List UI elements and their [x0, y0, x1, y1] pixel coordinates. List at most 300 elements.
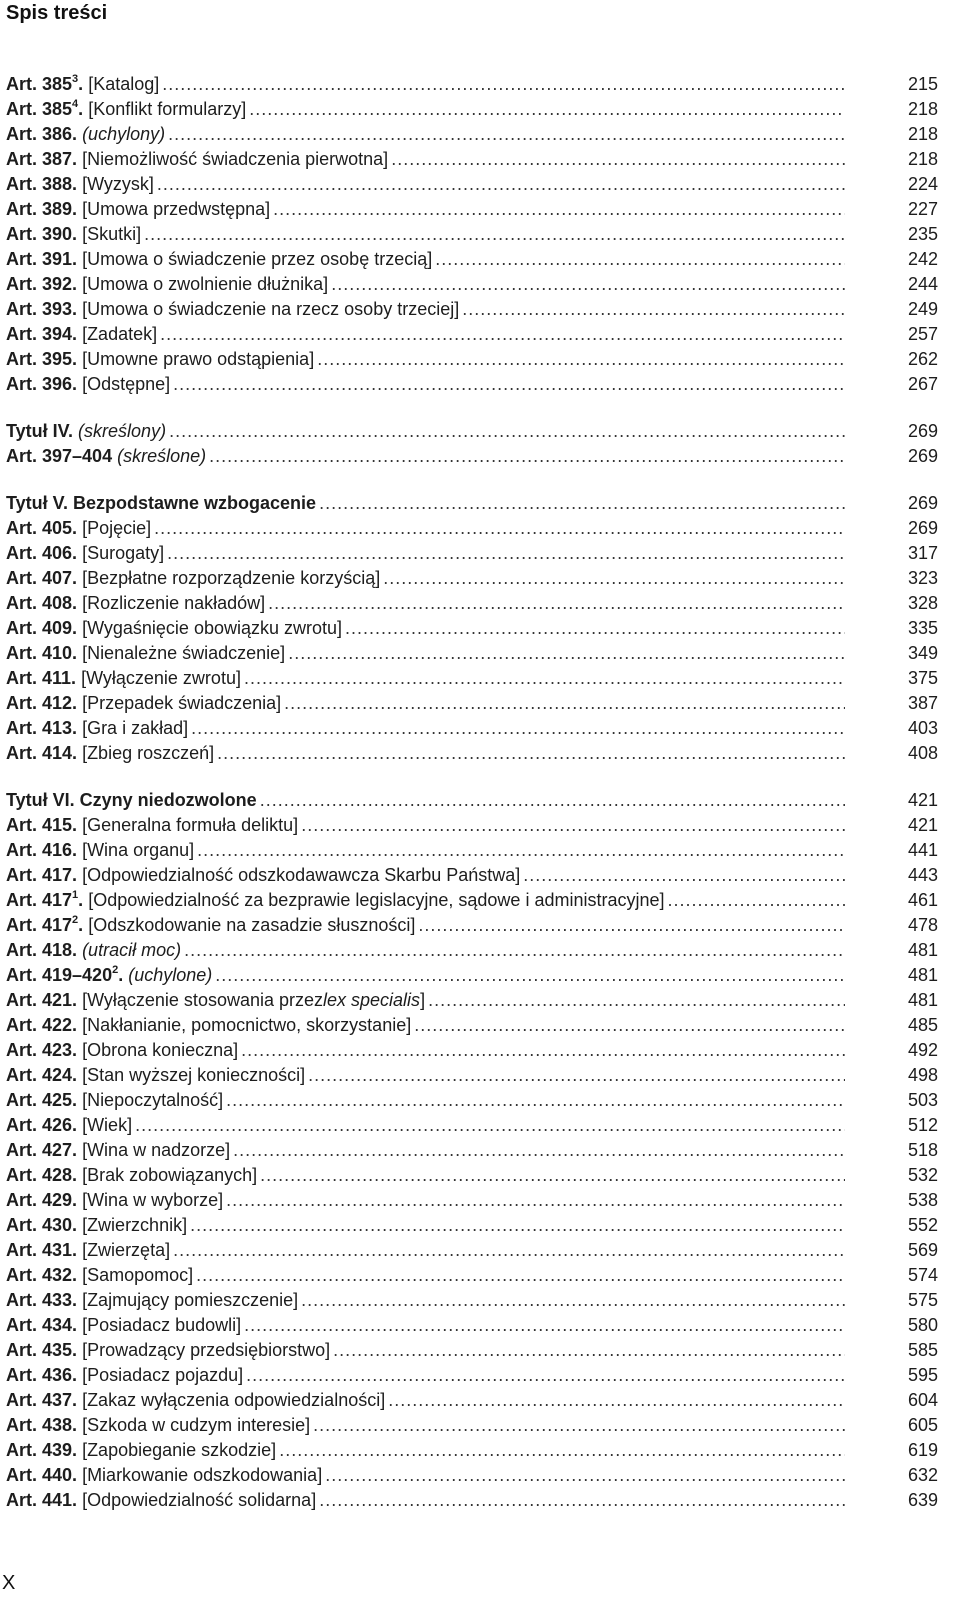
toc-entry[interactable] — [6, 741, 938, 766]
table-of-contents — [6, 72, 938, 1513]
page-number: 421 — [907, 790, 938, 810]
page-number: 267 — [907, 374, 938, 394]
dot-leader — [244, 1313, 845, 1338]
entry-name: [Pojęcie] — [82, 518, 152, 538]
article-label: Art. 417. — [6, 865, 78, 885]
toc-entry[interactable] — [6, 863, 938, 888]
page-number: 604 — [907, 1390, 938, 1410]
page-number: 461 — [907, 890, 938, 910]
article-number — [6, 1188, 77, 1213]
article-number — [6, 222, 77, 247]
article-label: Art. 409. — [6, 618, 78, 638]
page-number: 632 — [907, 1465, 938, 1485]
entry-name: [Umowa przedwstępna] — [82, 199, 271, 219]
article-label: Art. 386. — [6, 124, 78, 144]
toc-entry[interactable] — [6, 272, 938, 297]
article-superscript: 2 — [112, 964, 119, 976]
article-label: Art. 391. — [6, 249, 78, 269]
page-number: 262 — [907, 349, 938, 369]
article-number — [6, 247, 77, 272]
article-label: Art. 385 — [6, 99, 73, 119]
entry-name: [Odszkodowanie na zasadzie słuszności] — [88, 915, 416, 935]
entry-name: [Gra i zakład] — [82, 718, 189, 738]
entry-name: [Obrona konieczna] — [82, 1040, 239, 1060]
dot-leader — [319, 491, 845, 516]
dot-leader — [313, 1413, 845, 1438]
page-number: 218 — [907, 124, 938, 144]
entry-name: [Miarkowanie odszkodowania] — [82, 1465, 323, 1485]
page-number: 218 — [907, 149, 938, 169]
article-number — [6, 372, 77, 397]
article-label: Art. 390. — [6, 224, 78, 244]
page-title: Spis treści — [6, 2, 108, 24]
dot-leader — [168, 122, 845, 147]
toc-entry[interactable] — [6, 1288, 938, 1313]
toc-entry[interactable] — [6, 1063, 938, 1088]
article-label: Art. 417 — [6, 915, 73, 935]
entry-name: [Posiadacz budowli] — [82, 1315, 242, 1335]
article-number — [6, 1313, 77, 1338]
article-number — [6, 1438, 77, 1463]
dot-leader — [160, 322, 845, 347]
toc-entry[interactable] — [6, 1388, 938, 1413]
entry-name-part: ] — [420, 990, 426, 1010]
page-number: 481 — [907, 940, 938, 960]
entry-name: [Odpowiedzialność za bezprawie legislacyjne, sądowe i administracyjne] — [88, 890, 665, 910]
article-label: Art. 396. — [6, 374, 78, 394]
toc-entry[interactable] — [6, 938, 938, 963]
toc-entry[interactable] — [6, 1188, 938, 1213]
page-number: 349 — [907, 643, 938, 663]
entry-name: [Zwierzęta] — [82, 1240, 171, 1260]
dot-leader — [241, 1038, 845, 1063]
toc-entry[interactable] — [6, 641, 938, 666]
toc-title-row[interactable] — [6, 419, 938, 444]
page-number: 498 — [907, 1065, 938, 1085]
article-label: Art. 429. — [6, 1190, 78, 1210]
entry-name: (utracił moc) — [82, 940, 182, 960]
article-label: Art. 435. — [6, 1340, 78, 1360]
article-label: Art. 441. — [6, 1490, 78, 1510]
entry-name: [Odpowiedzialność odszkodawawcza Skarbu Państwa] — [82, 865, 521, 885]
toc-entry[interactable] — [6, 813, 938, 838]
dot-leader — [273, 197, 845, 222]
toc-entry[interactable] — [6, 1238, 938, 1263]
toc-entry[interactable] — [6, 1488, 938, 1513]
article-label: Art. 407. — [6, 568, 78, 588]
page-number: 585 — [907, 1340, 938, 1360]
entry-name: [Konflikt formularzy] — [88, 99, 247, 119]
toc-entry[interactable] — [6, 147, 938, 172]
page-number: 532 — [907, 1165, 938, 1185]
entry-name: [Wygaśnięcie obowiązku zwrotu] — [82, 618, 343, 638]
page-number: 215 — [907, 74, 938, 94]
entry-name: [Stan wyższej konieczności] — [82, 1065, 306, 1085]
entry-name: [Surogaty] — [82, 543, 165, 563]
article-label: Art. 424. — [6, 1065, 78, 1085]
title-label: Tytuł V. Bezpodstawne wzbogacenie — [6, 493, 317, 513]
page-number: 492 — [907, 1040, 938, 1060]
toc-entry[interactable] — [6, 591, 938, 616]
article-number — [6, 1238, 77, 1263]
article-number — [6, 1113, 77, 1138]
entry-name: [Brak zobowiązanych] — [82, 1165, 258, 1185]
article-number — [6, 72, 83, 97]
page-number: 269 — [907, 446, 938, 466]
toc-entry[interactable] — [6, 122, 938, 147]
article-dot: . — [118, 965, 124, 985]
article-number — [6, 1138, 77, 1163]
dot-leader — [260, 1163, 845, 1188]
entry-name: [Wyłączenie zwrotu] — [81, 668, 241, 688]
title-label: Tytuł VI. Czyny niedozwolone — [6, 790, 257, 810]
article-label: Art. 410. — [6, 643, 78, 663]
dot-leader — [414, 1013, 845, 1038]
article-label: Art. 393. — [6, 299, 78, 319]
article-number — [6, 1388, 77, 1413]
page-number: 408 — [907, 743, 938, 763]
toc-title-row[interactable] — [6, 788, 938, 813]
toc-entry[interactable] — [6, 1213, 938, 1238]
dot-leader — [162, 72, 845, 97]
page-number: 227 — [907, 199, 938, 219]
entry-name: [Zadatek] — [82, 324, 158, 344]
article-number — [6, 1013, 77, 1038]
page-number: 387 — [907, 693, 938, 713]
dot-leader — [301, 813, 845, 838]
entry-name: [Prowadzący przedsiębiorstwo] — [82, 1340, 331, 1360]
entry-name: (skreślony) — [78, 421, 167, 441]
article-dot: . — [78, 99, 84, 119]
article-label: Art. 437. — [6, 1390, 78, 1410]
dot-leader — [167, 541, 845, 566]
toc-entry[interactable] — [6, 1313, 938, 1338]
article-number — [6, 1263, 77, 1288]
title-label: Tytuł IV. — [6, 421, 74, 441]
article-label: Art. 425. — [6, 1090, 78, 1110]
article-label: Art. 385 — [6, 74, 73, 94]
article-label: Art. 431. — [6, 1240, 78, 1260]
dot-leader — [428, 988, 845, 1013]
article-number — [6, 666, 76, 691]
dot-leader — [144, 222, 845, 247]
article-number — [6, 444, 112, 469]
toc-entry[interactable] — [6, 1263, 938, 1288]
dot-leader — [157, 172, 845, 197]
page-number: 249 — [907, 299, 938, 319]
article-label: Art. 422. — [6, 1015, 78, 1035]
entry-name: [Posiadacz pojazdu] — [82, 1365, 244, 1385]
entry-name: [Samopomoc] — [82, 1265, 194, 1285]
toc-entry[interactable] — [6, 97, 938, 122]
page-number: 518 — [907, 1140, 938, 1160]
article-label: Art. 417 — [6, 890, 73, 910]
entry-name: [Generalna formuła deliktu] — [82, 815, 299, 835]
toc-entry[interactable] — [6, 347, 938, 372]
entry-name: (uchylony) — [82, 124, 166, 144]
entry-name: [Zapobieganie szkodzie] — [82, 1440, 277, 1460]
dot-leader — [279, 1438, 845, 1463]
article-label: Art. 434. — [6, 1315, 78, 1335]
toc-entry[interactable] — [6, 197, 938, 222]
article-label: Art. 415. — [6, 815, 78, 835]
dot-leader — [317, 347, 845, 372]
page-number: 242 — [907, 249, 938, 269]
article-number — [6, 272, 77, 297]
dot-leader — [319, 1488, 845, 1513]
dot-leader — [184, 938, 845, 963]
page-number: 503 — [907, 1090, 938, 1110]
entry-name: [Zakaz wyłączenia odpowiedzialności] — [82, 1390, 386, 1410]
page-number: 269 — [907, 518, 938, 538]
toc-entry[interactable] — [6, 372, 938, 397]
article-label: Art. 430. — [6, 1215, 78, 1235]
page-number: 538 — [907, 1190, 938, 1210]
page-number: 481 — [907, 965, 938, 985]
entry-name: [Nienależne świadczenie] — [82, 643, 286, 663]
toc-entry[interactable] — [6, 1013, 938, 1038]
entry-name: [Umowa o świadczenie na rzecz osoby trzeciej] — [82, 299, 460, 319]
dot-leader — [388, 1388, 845, 1413]
article-label: Art. 388. — [6, 174, 78, 194]
page-number: 257 — [907, 324, 938, 344]
toc-entry[interactable] — [6, 838, 938, 863]
page-number: 478 — [907, 915, 938, 935]
section-gap — [6, 469, 938, 491]
page-number: 375 — [907, 668, 938, 688]
article-label: Art. 392. — [6, 274, 78, 294]
dot-leader — [288, 641, 845, 666]
article-label: Art. 406. — [6, 543, 78, 563]
toc-entry[interactable] — [6, 222, 938, 247]
article-number — [6, 988, 77, 1013]
page-number: 619 — [907, 1440, 938, 1460]
article-label: Art. 436. — [6, 1365, 78, 1385]
page-number: 269 — [907, 421, 938, 441]
article-number — [6, 1038, 77, 1063]
toc-entry[interactable] — [6, 1038, 938, 1063]
article-label: Art. 428. — [6, 1165, 78, 1185]
toc-entry[interactable] — [6, 516, 938, 541]
entry-name: (skreślone) — [117, 446, 207, 466]
toc-entry[interactable] — [6, 616, 938, 641]
entry-name: [Wina organu] — [82, 840, 195, 860]
dot-leader — [391, 147, 845, 172]
article-number — [6, 1213, 77, 1238]
page-number: 441 — [907, 840, 938, 860]
article-number — [6, 938, 77, 963]
dot-leader — [191, 716, 845, 741]
article-number — [6, 197, 77, 222]
toc-entry[interactable] — [6, 1163, 938, 1188]
toc-entry[interactable] — [6, 444, 938, 469]
toc-entry[interactable] — [6, 1413, 938, 1438]
article-label: Art. 405. — [6, 518, 78, 538]
article-number — [6, 1063, 77, 1088]
toc-entry[interactable] — [6, 963, 938, 988]
article-number — [6, 1413, 77, 1438]
article-label: Art. 440. — [6, 1465, 78, 1485]
page-number: 269 — [907, 493, 938, 513]
dot-leader — [244, 666, 845, 691]
dot-leader — [169, 419, 845, 444]
toc-entry[interactable] — [6, 691, 938, 716]
article-number — [6, 147, 77, 172]
entry-name: [Wiek] — [82, 1115, 133, 1135]
toc-entry[interactable] — [6, 1363, 938, 1388]
page-number: X — [2, 1572, 16, 1594]
article-label: Art. 411. — [6, 668, 77, 688]
article-label: Art. 419–420 — [6, 965, 113, 985]
toc-entry[interactable] — [6, 913, 938, 938]
article-dot: . — [78, 915, 84, 935]
article-number — [6, 566, 77, 591]
entry-name: [Zajmujący pomieszczenie] — [82, 1290, 299, 1310]
page-number: 574 — [907, 1265, 938, 1285]
article-number — [6, 1463, 77, 1488]
article-number — [6, 838, 77, 863]
page-number: 605 — [907, 1415, 938, 1435]
article-number — [6, 122, 77, 147]
entry-name: [Wina w nadzorze] — [82, 1140, 231, 1160]
dot-leader — [325, 1463, 845, 1488]
entry-name: [Zbieg roszczeń] — [82, 743, 215, 763]
page-number: 569 — [907, 1240, 938, 1260]
entry-name: [Przepadek świadczenia] — [82, 693, 282, 713]
entry-name: [Katalog] — [88, 74, 160, 94]
article-label: Art. 433. — [6, 1290, 78, 1310]
dot-leader — [196, 1263, 845, 1288]
article-dot: . — [78, 74, 84, 94]
page-number: 335 — [907, 618, 938, 638]
page-number: 244 — [907, 274, 938, 294]
article-label: Art. 423. — [6, 1040, 78, 1060]
dot-leader — [333, 1338, 845, 1363]
dot-leader — [462, 297, 845, 322]
article-number — [6, 691, 77, 716]
toc-entry[interactable] — [6, 716, 938, 741]
page-number: 639 — [907, 1490, 938, 1510]
entry-name: [Wyzysk] — [82, 174, 154, 194]
article-label: Art. 438. — [6, 1415, 78, 1435]
entry-name: (uchylone) — [128, 965, 213, 985]
dot-leader — [301, 1288, 845, 1313]
article-number — [6, 1488, 77, 1513]
article-dot: . — [78, 890, 84, 910]
toc-entry[interactable] — [6, 1338, 938, 1363]
page-number: 323 — [907, 568, 938, 588]
article-label: Art. 397–404 — [6, 446, 113, 466]
dot-leader — [233, 1138, 845, 1163]
article-number — [6, 322, 77, 347]
dot-leader — [284, 691, 845, 716]
dot-leader — [226, 1188, 845, 1213]
toc-entry[interactable] — [6, 72, 938, 97]
dot-leader — [268, 591, 845, 616]
article-number — [6, 963, 123, 988]
toc-entry[interactable] — [6, 247, 938, 272]
article-label: Art. 412. — [6, 693, 78, 713]
toc-entry[interactable] — [6, 322, 938, 347]
dot-leader — [215, 963, 845, 988]
toc-entry[interactable] — [6, 1088, 938, 1113]
entry-name: [Niepoczytalność] — [82, 1090, 224, 1110]
dot-leader — [135, 1113, 845, 1138]
dot-leader — [668, 888, 846, 913]
article-number — [6, 1288, 77, 1313]
entry-name: [Nakłanianie, pomocnictwo, skorzystanie] — [82, 1015, 412, 1035]
page-number: 595 — [907, 1365, 938, 1385]
toc-entry[interactable] — [6, 1463, 938, 1488]
article-label: Art. 426. — [6, 1115, 78, 1135]
dot-leader — [209, 444, 845, 469]
page-number: 552 — [907, 1215, 938, 1235]
dot-leader — [383, 566, 845, 591]
toc-entry[interactable] — [6, 566, 938, 591]
article-number — [6, 913, 83, 938]
article-number — [6, 541, 77, 566]
toc-entry[interactable] — [6, 1438, 938, 1463]
toc-entry[interactable] — [6, 988, 938, 1013]
entry-name: [Odstępne] — [82, 374, 171, 394]
dot-leader — [249, 97, 845, 122]
page-number: 481 — [907, 990, 938, 1010]
page-number: 575 — [907, 1290, 938, 1310]
article-number — [6, 1363, 77, 1388]
dot-leader — [226, 1088, 845, 1113]
page-number: 218 — [907, 99, 938, 119]
entry-name: [Zwierzchnik] — [82, 1215, 188, 1235]
article-label: Art. 413. — [6, 718, 78, 738]
article-number — [6, 616, 77, 641]
toc-entry[interactable] — [6, 541, 938, 566]
page-number: 235 — [907, 224, 938, 244]
toc-entry[interactable] — [6, 172, 938, 197]
dot-leader — [246, 1363, 845, 1388]
entry-name: [Skutki] — [82, 224, 142, 244]
article-superscript: 2 — [72, 914, 79, 926]
article-number — [6, 591, 77, 616]
article-number — [6, 641, 77, 666]
toc-entry[interactable] — [6, 1138, 938, 1163]
article-label: Art. 395. — [6, 349, 78, 369]
entry-name: [Rozliczenie nakładów] — [82, 593, 266, 613]
dot-leader — [345, 616, 845, 641]
entry-name: [Bezpłatne rozporządzenie korzyścią] — [82, 568, 381, 588]
dot-leader — [523, 863, 845, 888]
entry-name: [Szkoda w cudzym interesie] — [82, 1415, 311, 1435]
article-label: Art. 394. — [6, 324, 78, 344]
article-number — [6, 716, 77, 741]
entry-name-part: [Wyłączenie stosowania przez — [82, 990, 324, 1010]
dot-leader — [190, 1213, 845, 1238]
article-number — [6, 888, 83, 913]
toc-title-row[interactable] — [6, 491, 938, 516]
page-number: 512 — [907, 1115, 938, 1135]
toc-entry[interactable] — [6, 888, 938, 913]
toc-entry[interactable] — [6, 297, 938, 322]
dot-leader — [331, 272, 845, 297]
page-number: 485 — [907, 1015, 938, 1035]
entry-name: [Odpowiedzialność solidarna] — [82, 1490, 317, 1510]
entry-name: [Niemożliwość świadczenia pierwotna] — [82, 149, 389, 169]
entry-name: [Umowne prawo odstąpienia] — [82, 349, 315, 369]
article-label: Art. 439. — [6, 1440, 78, 1460]
toc-entry[interactable] — [6, 666, 938, 691]
article-label: Art. 389. — [6, 199, 78, 219]
toc-entry[interactable] — [6, 1113, 938, 1138]
entry-name: [Umowa o zwolnienie dłużnika] — [82, 274, 329, 294]
